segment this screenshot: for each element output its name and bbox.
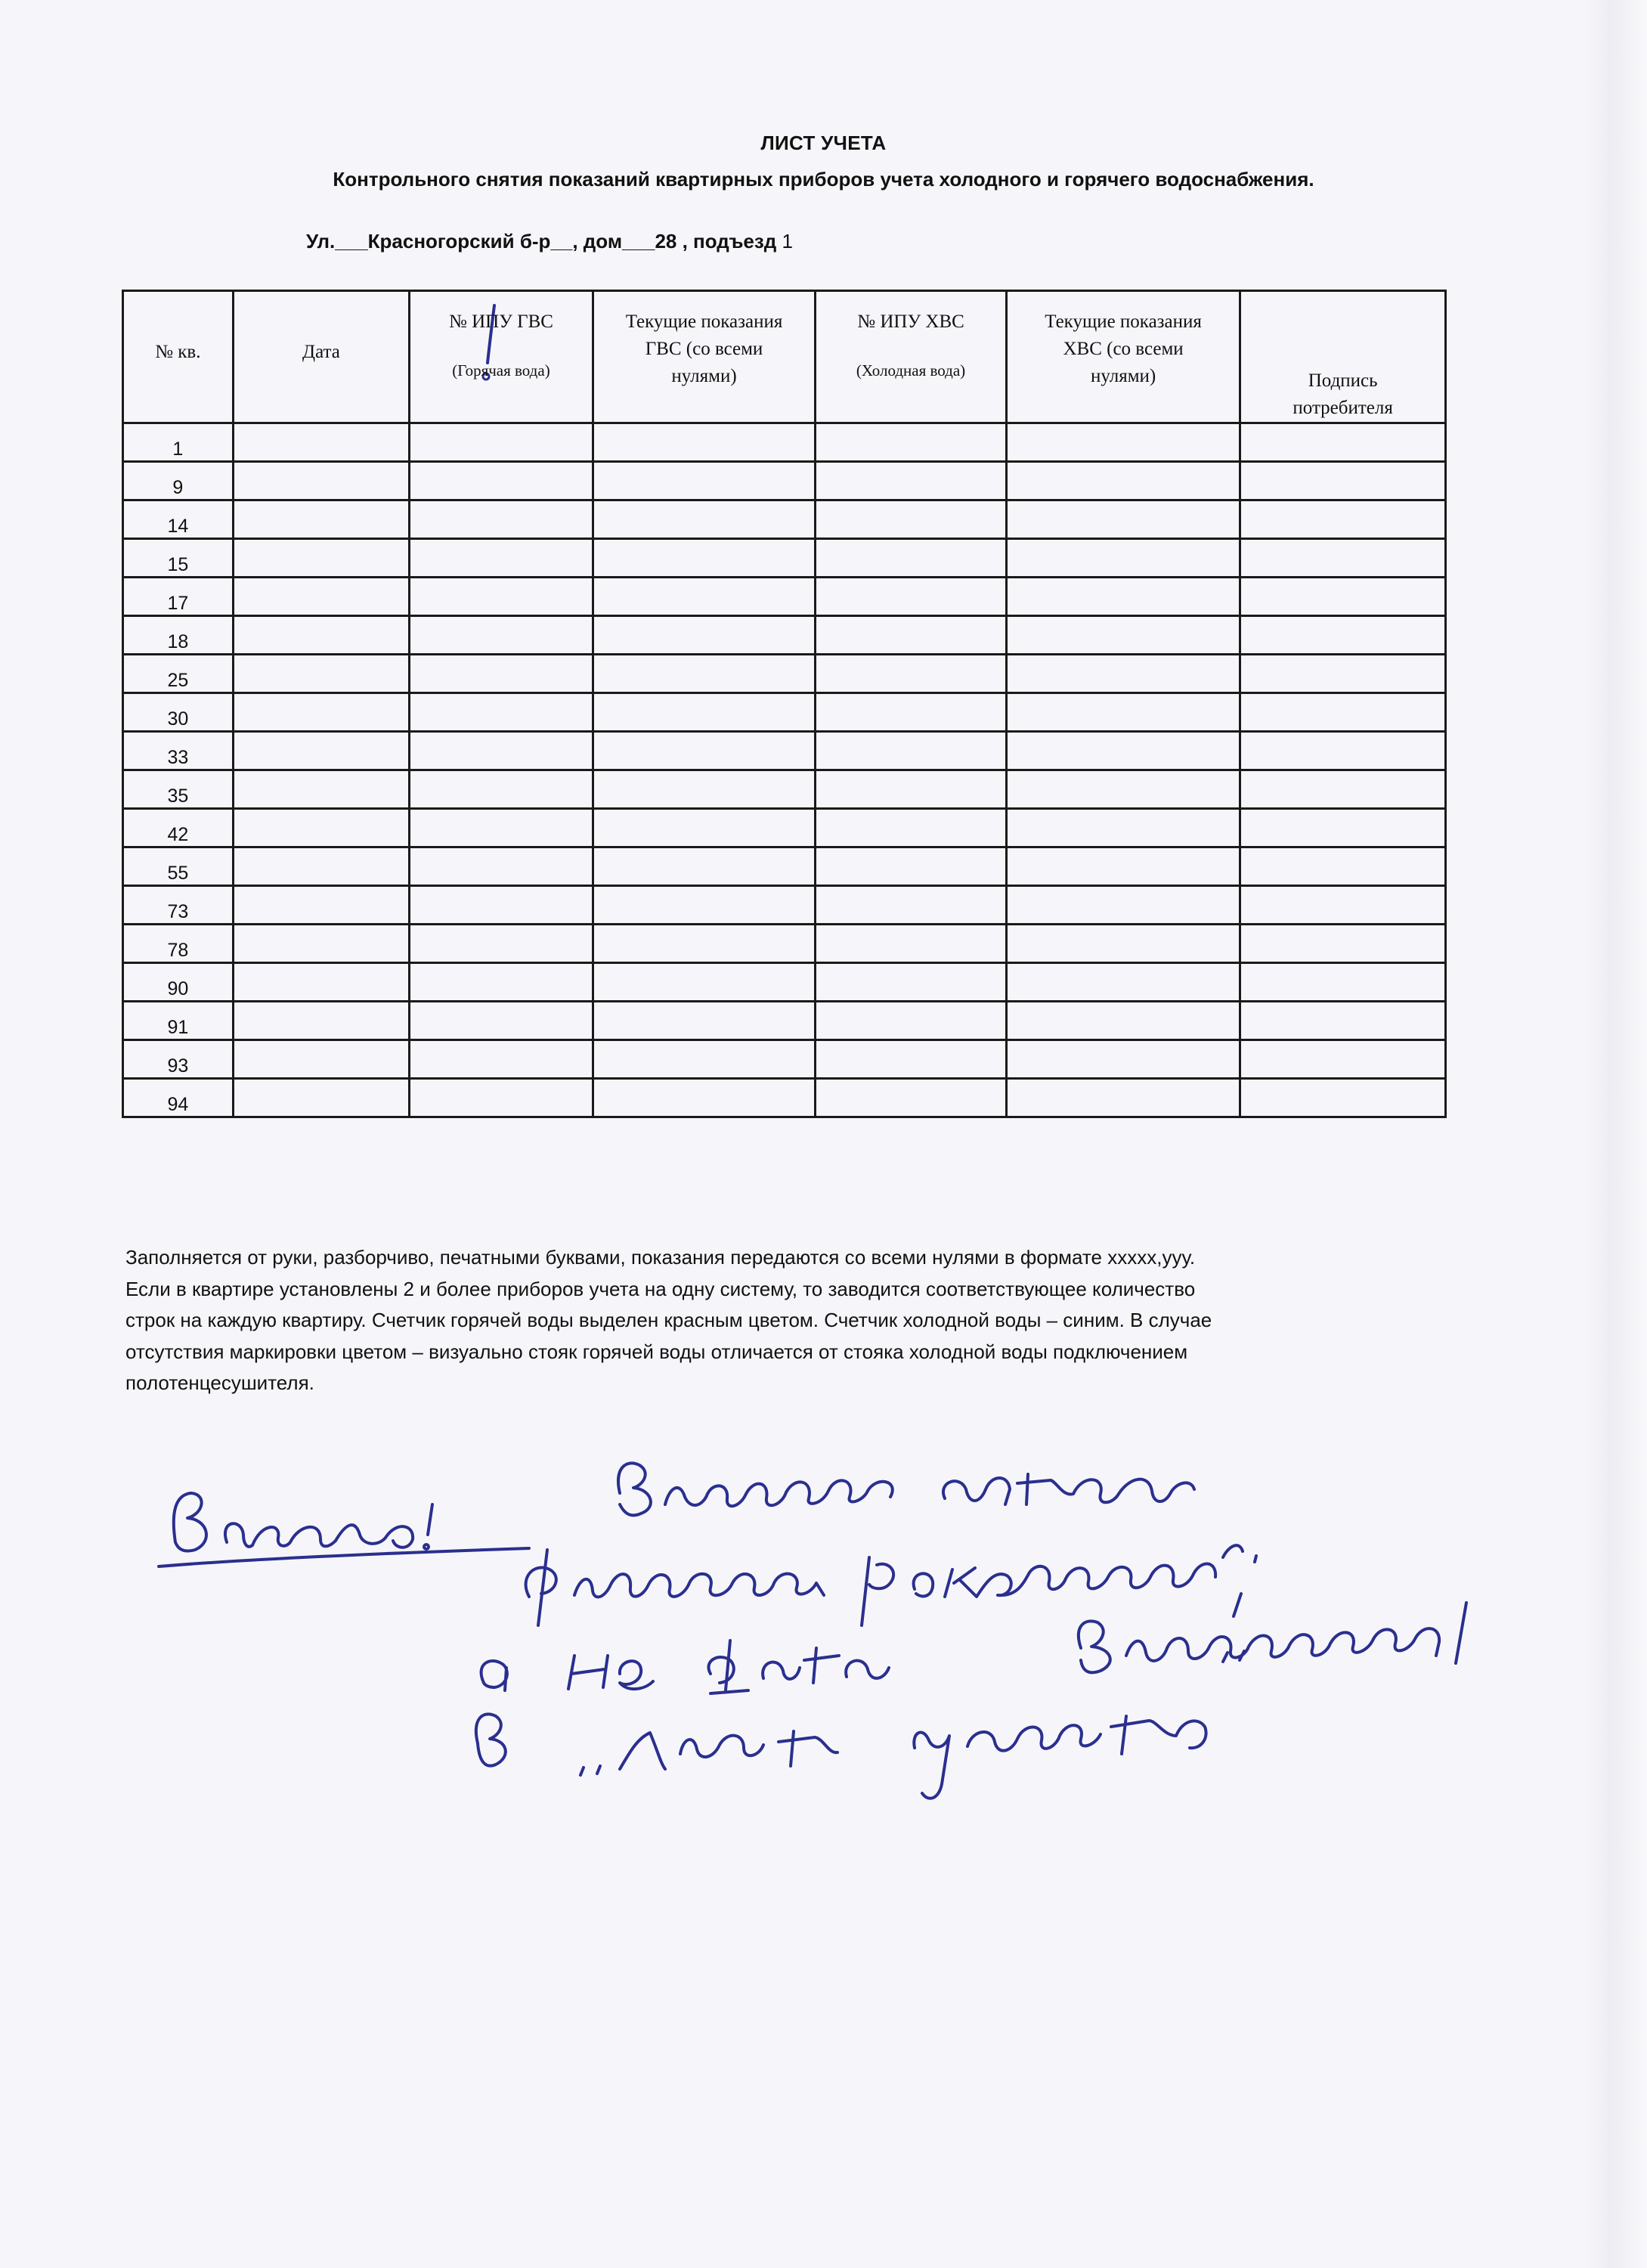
apartment-number-cell: 73: [123, 886, 234, 925]
address-street: Красногорский б-р: [367, 230, 551, 253]
instructions-line: полотенцесушителя.: [125, 1371, 314, 1394]
handwriting-stroke: [159, 1548, 529, 1566]
handwriting-stroke: [580, 1766, 600, 1775]
address-house-label: __, дом___: [550, 230, 655, 253]
apartment-number-cell: 1: [123, 423, 234, 462]
instructions-line: Заполняется от руки, разборчиво, печатными буквами, показания передаются со всеми нулями в формате ххххх,ууу.: [125, 1246, 1196, 1269]
instructions-line: отсутствия маркировки цветом – визуально стояк горячей воды отличается от стояка холодной воды подключением: [125, 1340, 1188, 1363]
column-hot-meter-label: № ИПУ ГВС: [449, 311, 553, 332]
column-cold-reading-line2: ХВС (со всеми: [1063, 339, 1184, 359]
handwriting-stroke: [428, 1504, 432, 1535]
apartment-number-cell: 91: [123, 1002, 234, 1040]
apartment-number-cell: 14: [123, 500, 234, 539]
apartment-number-cell: 78: [123, 925, 234, 963]
apartment-number-cell: 94: [123, 1079, 234, 1117]
apartment-number-cell: 93: [123, 1040, 234, 1079]
column-apartment-label: № кв.: [155, 342, 201, 362]
handwriting-stroke: [620, 1731, 837, 1769]
column-hot-reading-line1: Текущие показания: [625, 311, 783, 332]
address-entrance-label: , подъезд: [676, 230, 777, 253]
apartment-number-cell: 9: [123, 462, 234, 500]
column-signature-line1: Подпись: [1308, 370, 1378, 391]
handwriting-stroke: [174, 1493, 206, 1551]
column-cold-meter-note: (Холодная вода): [856, 361, 966, 380]
document-title: ЛИСТ УЧЕТА: [760, 132, 887, 154]
handwriting-stroke: [943, 1474, 1194, 1504]
address-entrance: 1: [782, 230, 794, 253]
instructions-line: строк на каждую квартиру. Счетчик горячей воды выделен красным цветом. Счетчик холодной воды – синим. В случае: [125, 1309, 1212, 1331]
apartment-number-cell: 30: [123, 693, 234, 732]
apartment-number-cell: 55: [123, 847, 234, 886]
handwriting-stroke: [568, 1656, 653, 1689]
handwriting-stroke: [225, 1523, 413, 1548]
handwriting-stroke: [1223, 1545, 1256, 1616]
handwriting-stroke: [708, 1641, 889, 1693]
handwriting-stroke: [1079, 1603, 1466, 1672]
column-cold-reading-line3: нулями): [1090, 366, 1156, 386]
column-hot-reading-line2: ГВС (со всеми: [645, 339, 763, 359]
handwriting-stroke: [914, 1716, 1206, 1799]
handwriting-stroke: [481, 1661, 507, 1690]
document-subtitle: Контрольного снятия показаний квартирных приборов учета холодного и горячего водоснабжения.: [333, 168, 1314, 191]
apartment-number-cell: 33: [123, 732, 234, 770]
apartment-number-cell: 18: [123, 616, 234, 655]
apartment-number-cell: 90: [123, 963, 234, 1002]
apartment-number-cell: 25: [123, 655, 234, 693]
column-hot-reading-line3: нулями): [671, 366, 737, 386]
column-date-label: Дата: [302, 342, 340, 362]
handwriting-stroke: [618, 1463, 893, 1515]
address-house: 28: [655, 230, 677, 253]
handwriting-stroke: [476, 1714, 506, 1765]
apartment-number-cell: 17: [123, 578, 234, 616]
handwriting-stroke: [424, 1545, 429, 1549]
handwriting-stroke: [862, 1557, 1215, 1625]
column-hot-meter-note: (Горячая вода): [452, 361, 550, 380]
apartment-number-cell: 15: [123, 539, 234, 578]
column-cold-meter-label: № ИПУ ХВС: [857, 311, 964, 332]
handwriting-stroke: [526, 1550, 824, 1625]
address-street-label: Ул.___: [306, 230, 368, 253]
column-cold-reading-line1: Текущие показания: [1045, 311, 1202, 332]
apartment-number-cell: 35: [123, 770, 234, 809]
apartment-number-cell: 42: [123, 809, 234, 847]
column-signature-line2: потребителя: [1293, 398, 1393, 418]
instructions-line: Если в квартире установлены 2 и более приборов учета на одну систему, то заводится соответствующее количество: [125, 1277, 1196, 1300]
